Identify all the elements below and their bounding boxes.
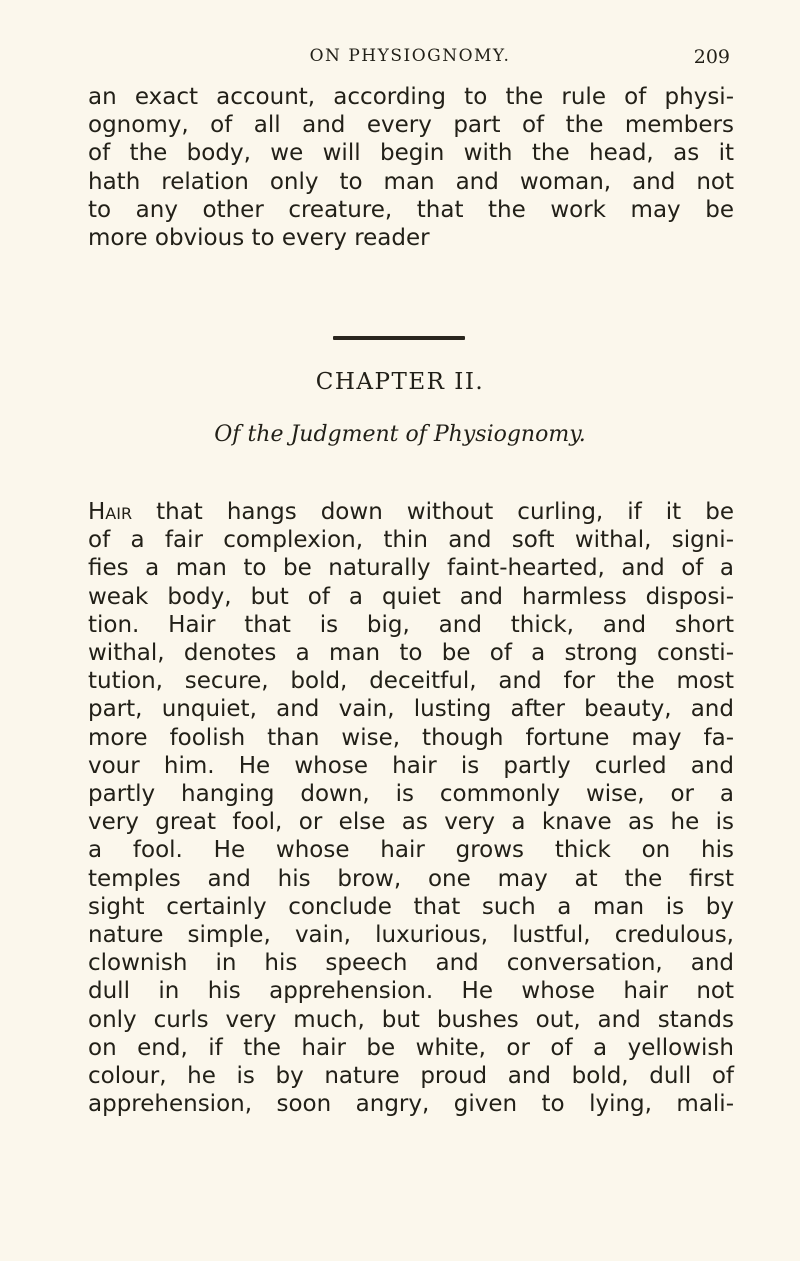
text-line: tion. Hair that is big, and thick, and short	[88, 611, 734, 638]
text-line: very great fool, or else as very a knave as he is	[88, 809, 734, 836]
text-line: partly hanging down, is commonly wise, or a	[88, 781, 734, 808]
text-line: an exact account, according to the rule of physi-	[88, 84, 734, 110]
chapter-title: CHAPTER II.	[315, 369, 485, 395]
text-line: clownish in his speech and conversation, and	[88, 950, 734, 977]
text-line: weak body, but of a quiet and harmless disposi-	[88, 583, 734, 610]
text-line: fies a man to be naturally faint-hearted, and of a	[88, 555, 734, 582]
chapter-subtitle: Of the Judgment of Physiognomy.	[214, 422, 586, 447]
text-line: withal, denotes a man to be of a strong consti-	[88, 640, 734, 667]
text-line: ognomy, of all and every part of the members	[88, 112, 734, 139]
chapter-body	[88, 498, 734, 1118]
text-line: of the body, we will begin with the head, as it	[88, 140, 734, 167]
section-rule	[333, 336, 465, 340]
text-line: apprehension, soon angry, given to lying, mali-	[88, 1091, 734, 1118]
text-line: of a fair complexion, thin and soft withal, signi-	[88, 527, 734, 554]
text-line: part, unquiet, and vain, lusting after beauty, and	[88, 696, 734, 723]
text-line: only curls very much, but bushes out, and stands	[88, 1006, 734, 1033]
text-line: nature simple, vain, luxurious, lustful, credulous,	[88, 922, 734, 949]
text-line: tution, secure, bold, deceitful, and for the most	[88, 668, 734, 695]
text-line: more obvious to every reader	[88, 225, 430, 252]
drop-word: Hair	[88, 499, 133, 525]
intro-paragraph	[88, 83, 734, 252]
text-line: sight certainly conclude that such a man is by	[88, 893, 734, 920]
text-line: temples and his brow, one may at the first	[88, 865, 734, 892]
text-line: to any other creature, that the work may be	[88, 196, 734, 223]
running-head	[90, 46, 730, 74]
text-line: hath relation only to man and woman, and not	[88, 168, 734, 195]
page-number: 209	[693, 46, 730, 68]
text-line: vour him. He whose hair is partly curled and	[88, 752, 734, 779]
running-title: ON PHYSIOGNOMY.	[309, 46, 511, 66]
text-line: dull in his apprehension. He whose hair not	[88, 978, 734, 1005]
first-line-rest: that hangs down without curling, if it be	[132, 499, 734, 525]
text-line: more foolish than wise, though fortune may fa-	[88, 724, 734, 751]
text-line-first	[88, 498, 734, 526]
text-line: on end, if the hair be white, or of a yellowish	[88, 1034, 734, 1061]
text-line: a fool. He whose hair grows thick on his	[88, 837, 734, 864]
text-line: colour, he is by nature proud and bold, dull of	[88, 1063, 734, 1090]
